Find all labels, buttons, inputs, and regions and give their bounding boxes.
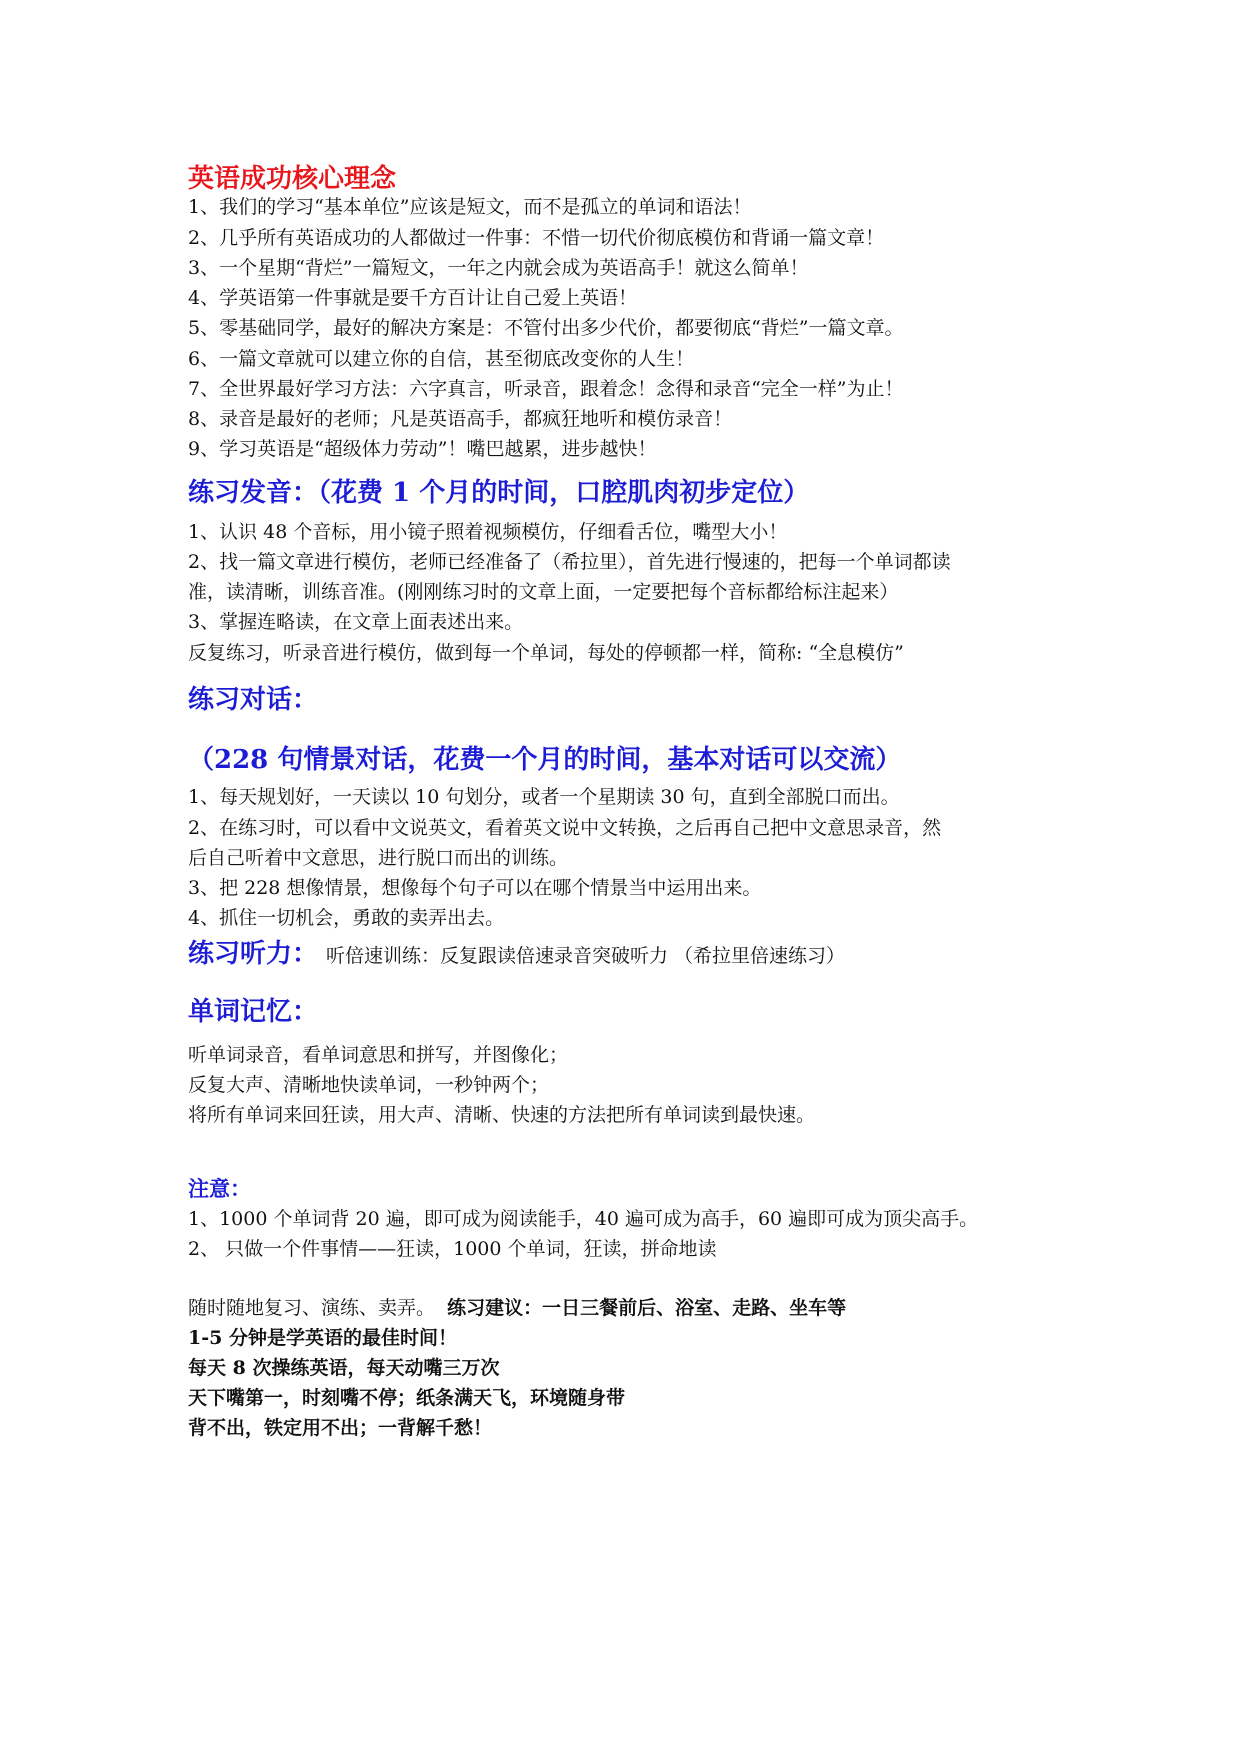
- section-title-listening: 练习听力：: [188, 939, 319, 969]
- section-title-notice: 注意：: [188, 1176, 251, 1201]
- list-item: 反复大声、清晰地快读单词，一秒钟两个；: [188, 1074, 550, 1096]
- list-item: 8、录音是最好的老师；凡是英语高手，都疯狂地听和模仿录音！: [188, 408, 733, 430]
- section-title-dialogue: 练习对话：: [188, 685, 319, 715]
- list-item: 2、在练习时，可以看中文说英文，看着英文说中文转换，之后再自己把中文意思录音，然: [188, 817, 942, 839]
- list-item: 将所有单词来回狂读，用大声、清晰、快速的方法把所有单词读到最快速。: [188, 1104, 816, 1126]
- list-item: 3、掌握连略读，在文章上面表述出来。: [188, 611, 524, 633]
- list-item: 反复练习，听录音进行模仿，做到每一个单词，每处的停顿都一样，简称: “全息模仿”: [188, 642, 904, 664]
- list-item: 听单词录音，看单词意思和拼写，并图像化；: [188, 1044, 569, 1066]
- section-subtitle-dialogue: （228 句情景对话，花费一个月的时间，基本对话可以交流）: [188, 745, 902, 775]
- list-item: 后自己听着中文意思，进行脱口而出的训练。: [188, 847, 569, 869]
- list-item: 1、认识 48 个音标，用小镜子照着视频模仿，仔细看舌位，嘴型大小！: [188, 521, 788, 543]
- list-item: 6、一篇文章就可以建立你的自信，甚至彻底改变你的人生！: [188, 348, 695, 370]
- list-item: 3、把 228 想像情景，想像每个句子可以在哪个情景当中运用出来。: [188, 877, 762, 899]
- list-item: 9、学习英语是“超级体力劳动”！嘴巴越累，进步越快！: [188, 438, 657, 460]
- list-item: 4、抓住一切机会，勇敢的卖弄出去。: [188, 907, 505, 929]
- list-item: 2、找一篇文章进行模仿，老师已经准备了（希拉里），首先进行慢速的，把每一个单词都读: [188, 551, 951, 573]
- closing-suggestion: 练习建议：一日三餐前后、浴室、走路、坐车等: [447, 1297, 847, 1319]
- list-item: 7、全世界最好学习方法：六字真言，听录音，跟着念！念得和录音“完全一样”为止！: [188, 378, 904, 400]
- list-item: 1、1000 个单词背 20 遍，即可成为阅读能手，40 遍可成为高手，60 遍即可成为顶尖高手。: [188, 1208, 979, 1230]
- closing-bold-line: 天下嘴第一，时刻嘴不停；纸条满天飞，环境随身带: [188, 1387, 626, 1409]
- list-item: 1、每天规划好，一天读以 10 句划分，或者一个星期读 30 句，直到全部脱口而出。: [188, 786, 900, 808]
- list-item: 1、我们的学习“基本单位”应该是短文，而不是孤立的单词和语法！: [188, 196, 752, 218]
- section-title-pronunciation: 练习发音：（花费 1 个月的时间，口腔肌肉初步定位）: [188, 478, 810, 508]
- closing-normal-text: 随时随地复习、演练、卖弄。: [188, 1297, 436, 1319]
- closing-line-1: [188, 1295, 846, 1321]
- section-title-core-ideas: 英语成功核心理念: [188, 164, 397, 194]
- list-item: 2、几乎所有英语成功的人都做过一件事：不惜一切代价彻底模仿和背诵一篇文章！: [188, 227, 885, 249]
- closing-bold-line: 背不出，铁定用不出；一背解千愁！: [188, 1417, 493, 1439]
- listening-text: 听倍速训练：反复跟读倍速录音突破听力 （希拉里倍速练习）: [326, 945, 846, 967]
- section-title-vocabulary: 单词记忆：: [188, 997, 319, 1027]
- closing-bold-line: 1-5 分钟是学英语的最佳时间！: [188, 1327, 457, 1349]
- list-item: 5、零基础同学，最好的解决方案是：不管付出多少代价，都要彻底“背烂”一篇文章。: [188, 317, 904, 339]
- list-item: 2、 只做一个件事情——狂读，1000 个单词，狂读，拼命地读: [188, 1238, 717, 1260]
- list-item: 4、学英语第一件事就是要千方百计让自己爱上英语！: [188, 287, 638, 309]
- list-item: 准，读清晰，训练音准。(刚刚练习时的文章上面，一定要把每个音标都给标注起来）: [188, 581, 899, 603]
- closing-bold-line: 每天 8 次操练英语，每天动嘴三万次: [188, 1357, 500, 1379]
- listening-line: [188, 937, 845, 971]
- list-item: 3、一个星期“背烂”一篇短文，一年之内就会成为英语高手！就这么简单！: [188, 257, 809, 279]
